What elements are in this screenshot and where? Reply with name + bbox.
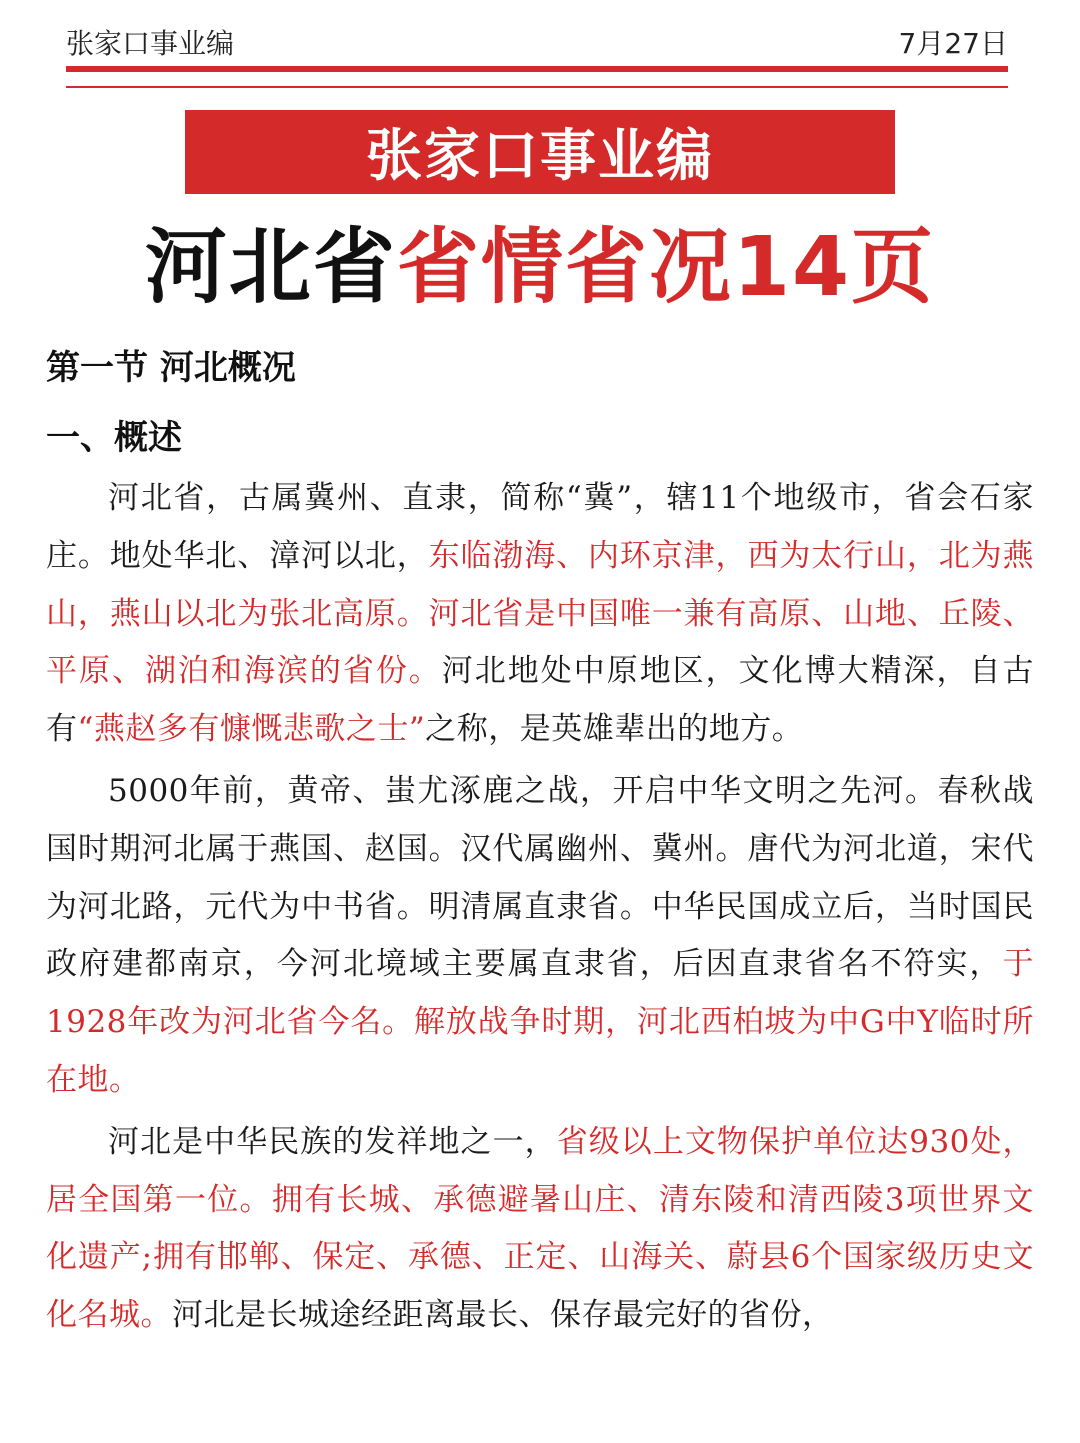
paragraph-history: [46, 763, 1034, 1110]
subsection-title: 一、概述: [46, 418, 182, 458]
p3-text-1: 河北是中华民族的发祥地之一，: [108, 1123, 557, 1160]
header-label: 张家口事业编: [66, 27, 235, 60]
banner-text: 张家口事业编: [366, 124, 714, 189]
header-rule-thick: [66, 66, 1008, 72]
p1-highlight-1: 东临渤海、内环京津，西为太行山，北为燕山，燕山以北为张北高原。河北省是中国唯一兼有高原、山地、丘陵、平原、湖泊和海滨的省份。: [46, 537, 1035, 690]
header-date: 7月27日: [898, 27, 1008, 60]
p1-text-1: 河北省，古属冀州、直隶，简称“冀”，辖11个地级市，省会石家庄。地处华北、漳河以北，: [46, 480, 1034, 574]
title-black-part: 河北省: [144, 220, 397, 315]
p2-highlight-1: 于1928年改为河北省今名。解放战争时期，河北西柏坡为中G中Y临时所在地。: [46, 946, 1034, 1098]
title-red-part: 省情省况14页: [396, 220, 936, 315]
top-header: [66, 26, 1008, 62]
p3-text-2: 河北是长城途经距离最长、保存最完好的省份，: [172, 1297, 834, 1334]
p2-text-1: 5000年前，黄帝、蚩尤涿鹿之战，开启中华文明之先河。春秋战国时期河北属于燕国、赵国。汉代属幽州、冀州。唐代为河北道，宋代为河北路，元代为中书省。明清属直隶省。中华民国成立后，当时国民政府建都南京，今河北境域主要属直隶省，后因直隶省名不符实，: [46, 772, 1034, 983]
section-title: 第一节 河北概况: [46, 348, 296, 388]
p1-text-3: 之称，是英雄辈出的地方。: [425, 711, 804, 748]
article-body: [46, 340, 1034, 1349]
header-rule-thin: [66, 86, 1008, 88]
paragraph-overview: [46, 470, 1034, 759]
p1-text-2: 河北地处中原地区，文化博大精深，自古有: [46, 653, 1035, 748]
paragraph-heritage: [46, 1114, 1034, 1345]
p3-highlight-1: 省级以上文物保护单位达930处，居全国第一位。拥有长城、承德避暑山庄、清东陵和清西陵3项世界文化遗产;拥有邯郸、保定、承德、正定、山海关、蔚县6个国家级历史文化名城。: [46, 1123, 1034, 1334]
banner: [185, 110, 895, 194]
page-title: [0, 220, 1080, 316]
p1-highlight-2: “燕赵多有慷慨悲歌之士”: [77, 711, 426, 748]
